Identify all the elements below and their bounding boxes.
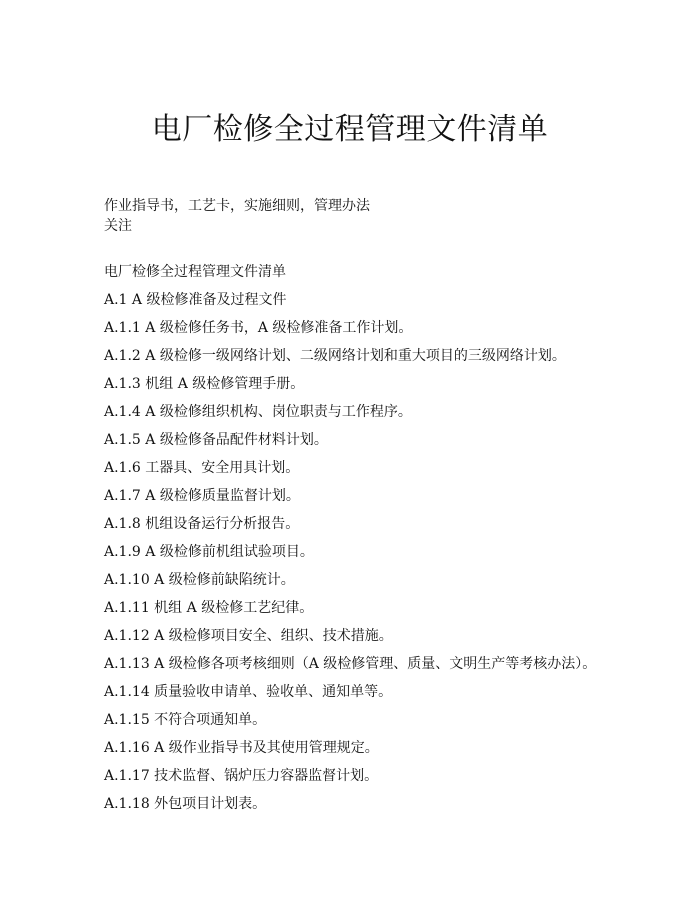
line-text: A.1.3 机组 A 级检修管理手册。 xyxy=(104,376,305,392)
content-line xyxy=(104,514,684,542)
content-line xyxy=(104,430,684,458)
content-line xyxy=(104,682,684,710)
content-line xyxy=(104,402,684,430)
content-line xyxy=(104,570,684,598)
content-line xyxy=(104,374,684,402)
line-text: A.1.10 A 级检修前缺陷统计。 xyxy=(104,572,295,588)
line-text: A.1.13 A 级检修各项考核细则（A 级检修管理、质量、文明生产等考核办法）。 xyxy=(104,656,597,672)
line-text: 电厂检修全过程管理文件清单 xyxy=(104,264,286,280)
follow-label: 关注 xyxy=(104,218,132,234)
line-text: A.1.7 A 级检修质量监督计划。 xyxy=(104,488,300,504)
line-text: A.1.9 A 级检修前机组试验项目。 xyxy=(104,544,314,560)
content-line xyxy=(104,598,684,626)
line-text: A.1 A 级检修准备及过程文件 xyxy=(104,292,287,308)
content-line xyxy=(104,318,684,346)
content-line xyxy=(104,486,684,514)
line-text: A.1.8 机组设备运行分析报告。 xyxy=(104,516,300,532)
content-line xyxy=(104,766,684,794)
keywords-line: 作业指导书，工艺卡，实施细则，管理办法 xyxy=(104,198,370,214)
line-text: A.1.15 不符合项通知单。 xyxy=(104,712,267,728)
content-line xyxy=(104,346,684,374)
content-line xyxy=(104,654,684,682)
line-text: A.1.1 A 级检修任务书，A 级检修准备工作计划。 xyxy=(104,320,413,336)
line-text: A.1.6 工器具、安全用具计划。 xyxy=(104,460,300,476)
content-line xyxy=(104,626,684,654)
document-content xyxy=(104,262,684,822)
document-meta xyxy=(104,196,370,236)
content-line xyxy=(104,738,684,766)
line-text: A.1.17 技术监督、锅炉压力容器监督计划。 xyxy=(104,768,379,784)
content-line xyxy=(104,794,684,822)
content-line xyxy=(104,262,684,290)
content-line xyxy=(104,542,684,570)
line-text: A.1.4 A 级检修组织机构、岗位职责与工作程序。 xyxy=(104,404,412,420)
document-title: 电厂检修全过程管理文件清单 xyxy=(151,112,549,147)
line-text: A.1.16 A 级作业指导书及其使用管理规定。 xyxy=(104,740,379,756)
line-text: A.1.5 A 级检修备品配件材料计划。 xyxy=(104,432,328,448)
content-line xyxy=(104,290,684,318)
content-line xyxy=(104,710,684,738)
line-text: A.1.14 质量验收申请单、验收单、通知单等。 xyxy=(104,684,393,700)
line-text: A.1.18 外包项目计划表。 xyxy=(104,796,267,812)
content-line xyxy=(104,458,684,486)
line-text: A.1.11 机组 A 级检修工艺纪律。 xyxy=(104,600,314,616)
line-text: A.1.12 A 级检修项目安全、组织、技术措施。 xyxy=(104,628,393,644)
line-text: A.1.2 A 级检修一级网络计划、二级网络计划和重大项目的三级网络计划。 xyxy=(104,348,566,364)
